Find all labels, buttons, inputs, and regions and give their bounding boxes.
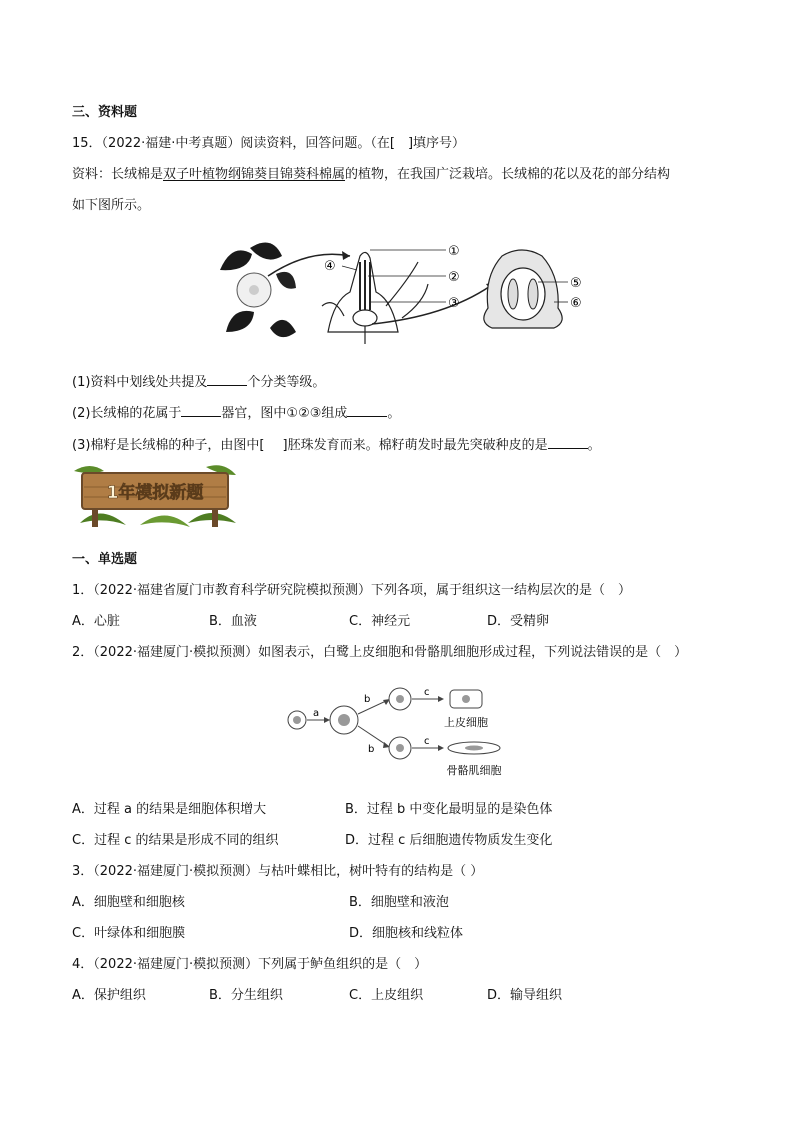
question-15-material-line2: 如下图所示。 <box>72 198 151 213</box>
question-15-sub2 <box>72 404 400 423</box>
leaf-icon <box>270 320 296 337</box>
q1-option-c[interactable]: C．神经元 <box>349 614 411 629</box>
label-5: ⑤ <box>570 276 582 291</box>
label-skeletal-muscle-cell: 骨骼肌细胞 <box>446 764 502 777</box>
q4-option-b[interactable]: B．分生组织 <box>209 988 283 1003</box>
section-title-materials: 三、资料题 <box>72 105 138 120</box>
answer-blank[interactable] <box>548 436 588 449</box>
label-2: ② <box>448 270 460 285</box>
leaf-icon <box>276 272 296 289</box>
leaf-icon <box>226 311 254 332</box>
sub3-text-mid: ]胚珠发育而来。棉籽萌发时最先突破种皮的是 <box>282 438 548 453</box>
question-15-stem: 15．（2022·福建·中考真题）阅读资料，回答问题。（在[ ]填序号） <box>72 136 466 151</box>
sub3-text: (3)棉籽是长绒棉的种子，由图中[ <box>72 438 265 453</box>
q2-option-d[interactable]: D．过程 c 后细胞遗传物质发生变化 <box>345 833 553 848</box>
material-text: 资料：长绒棉是 <box>72 167 164 182</box>
palm-leaf-icon <box>74 466 104 473</box>
banner-text: 1年模拟新题 <box>106 483 204 503</box>
q3-option-c[interactable]: C．叶绿体和细胞膜 <box>72 926 186 941</box>
sub2-text: (2)长绒棉的花属于 <box>72 406 182 421</box>
question-15-sub1 <box>72 373 325 392</box>
label-1: ① <box>448 244 460 259</box>
sub3-text-end: 。 <box>587 438 601 453</box>
q1-option-d[interactable]: D．受精卵 <box>487 614 550 629</box>
question-15-material <box>72 166 670 184</box>
leaf-icon <box>250 243 282 260</box>
question-4-stem: 4．（2022·福建厦门·模拟预测）下列属于鲈鱼组织的是（ ） <box>72 957 428 972</box>
q4-option-d[interactable]: D．输导组织 <box>487 988 563 1003</box>
q3-option-d[interactable]: D．细胞核和线粒体 <box>349 926 464 941</box>
label-c2: c <box>424 736 430 747</box>
sub1-text: (1)资料中划线处共提及 <box>72 375 208 390</box>
q2-option-b[interactable]: B．过程 b 中变化最明显的是染色体 <box>345 802 553 817</box>
question-15-sub3 <box>72 436 601 455</box>
section-title-single-choice: 一、单选题 <box>72 552 138 567</box>
cotton-flower-figure <box>210 236 610 348</box>
answer-blank[interactable] <box>181 404 221 417</box>
leaf-icon <box>220 250 252 270</box>
cell-differentiation-figure <box>286 684 526 784</box>
label-a: a <box>313 708 320 719</box>
sub2-text-end: 。 <box>387 406 401 421</box>
sub1-text-end: 个分类等级。 <box>247 375 326 390</box>
question-1-stem: 1．（2022·福建省厦门市教育科学研究院模拟预测）下列各项，属于组织这一结构层次的是（ ） <box>72 583 631 598</box>
material-text-end: 的植物，在我国广泛栽培。长绒棉的花以及花的部分结构 <box>345 167 671 182</box>
label-6: ⑥ <box>570 296 582 311</box>
answer-blank[interactable] <box>347 404 387 417</box>
q2-option-c[interactable]: C．过程 c 的结果是形成不同的组织 <box>72 833 279 848</box>
label-4: ④ <box>324 259 336 274</box>
question-3-stem: 3．（2022·福建厦门·模拟预测）与枯叶蝶相比，树叶特有的结构是（ ） <box>72 864 484 879</box>
label-c1: c <box>424 687 430 698</box>
q1-option-a[interactable]: A．心脏 <box>72 614 120 629</box>
answer-blank[interactable] <box>207 373 247 386</box>
label-epithelial-cell: 上皮细胞 <box>444 716 488 729</box>
q3-option-a[interactable]: A．细胞壁和细胞核 <box>72 895 185 910</box>
q2-option-a[interactable]: A．过程 a 的结果是细胞体积增大 <box>72 802 267 817</box>
sub2-text-mid: 器官，图中①②③组成 <box>221 406 348 421</box>
banner-sign <box>70 463 240 535</box>
question-2-stem: 2．（2022·福建厦门·模拟预测）如图表示，白鹭上皮细胞和骨骼肌细胞形成过程，下列说法错误的是（ ） <box>72 645 688 660</box>
q3-option-b[interactable]: B．细胞壁和液泡 <box>349 895 449 910</box>
material-underlined: 双子叶植物纲锦葵目锦葵科棉属 <box>163 167 346 182</box>
label-b2: b <box>368 744 375 755</box>
q4-option-c[interactable]: C．上皮组织 <box>349 988 424 1003</box>
label-b1: b <box>364 694 371 705</box>
q4-option-a[interactable]: A．保护组织 <box>72 988 146 1003</box>
label-3: ③ <box>448 296 460 311</box>
q1-option-b[interactable]: B．血液 <box>209 614 257 629</box>
